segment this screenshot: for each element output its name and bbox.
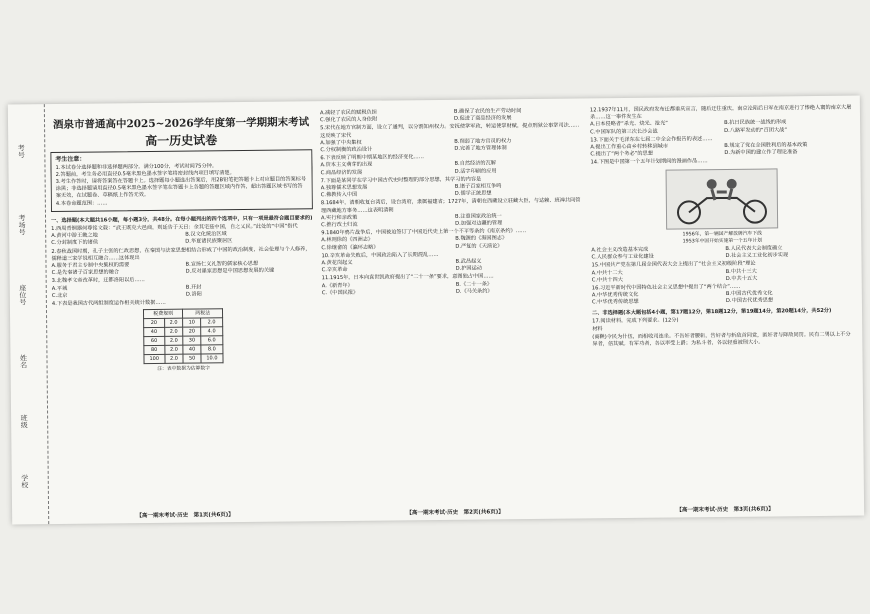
answer-option: A.减轻了农民的赋税负担 [319,109,377,117]
answer-option: D.华夏诸民族聚居区 [185,238,233,246]
option-grid [321,258,583,275]
answer-option: B.诸子百家相互争鸣 [454,183,502,190]
option-grid [591,245,853,262]
table-cell: 2.0 [164,345,183,354]
question [51,223,313,247]
answer-option: D.促进了商品经济的发展 [453,115,512,123]
binding-margin [8,104,49,524]
answer-option: A.《新青年》 [321,282,353,289]
answer-option: C.推行改土归流 [321,221,358,229]
question-stem: 1.西周青铜器何尊铭文载：“武王既克大邑商，则廷告于天曰：余其宅兹中国，自之乂民。”此处的“中国”指代 [51,223,298,233]
answer-option: B.《二十一条》 [455,281,493,288]
table-header: 两税法 [183,309,223,318]
motorcycle-illustration-icon [667,169,778,228]
answer-option: A.中共十二大 [591,269,623,277]
answer-option: A.林则徐的《四洲志》 [321,237,374,244]
answer-option: D.反对墨家思想是中国思想发展的关键 [185,267,275,275]
answer-option: C.徐继畬的《瀛环志略》 [321,244,379,251]
question-stem: 8.1684年，清朝收复台湾后，设台湾府，隶属福建省；1727年，清朝在西藏设立驻藏大臣，与达赖、班禅共同管理西藏地方事务……这表明清朝 [320,197,581,214]
binding-label-kaohao: 考号 [17,144,26,159]
answer-option: C.辛亥革命 [321,267,348,274]
answer-option: D.为新中国的建立作了理论准备 [724,149,798,157]
table-cell: 80 [144,346,165,355]
question [590,105,852,137]
table-cell: 40 [144,328,165,337]
page-1-column [50,109,316,504]
binding-label-name: 姓名 [19,354,28,369]
question [52,276,314,300]
question-stem: 11.1915年，日本向袁世凯政府提出了“二十一条”要求，意图独占中国…… [321,273,494,282]
option-grid [51,231,313,248]
answer-option: B.魏源的《海国图志》 [455,235,508,243]
question-list [590,105,853,167]
answer-option: D.加强对边疆的管理 [455,220,503,227]
answer-option: C.人民群众参与工业化建设 [591,253,654,261]
table-cell: 30 [183,336,200,345]
answer-option: A.加强了中央集权 [320,139,362,147]
answer-option: C.中共十四大 [591,276,623,284]
notice-heading: 考生注意： [55,156,86,164]
answer-option: B.中共十三大 [725,268,757,275]
table-cell: 100 [144,355,165,364]
answer-option: B.规定了党在全国胜利后的基本政策 [724,142,808,149]
material-label: 材料 [592,326,603,333]
table-header: 税费规则 [143,309,183,318]
material-text: (商鞅)令民为什伍，而相收司连坐。不告奸者腰斩，告奸者与斩敌首同赏，匿奸者与降敌同罚。民有二男以上不分异者，倍其赋。有军功者，各以率受上爵；为私斗者，各以轻重被刑大小。 [592,331,851,348]
answer-option: D.中共十五大 [725,275,758,282]
option-grid [590,119,852,136]
question-stem: 7.下面是某同学在学习中国古代史时整理的部分思想，其学习的内容是 [320,176,482,185]
answer-option: D.护国运动 [455,265,483,273]
answer-option: B.确保了农民的生产劳动时间 [453,108,522,115]
option-grid [320,137,582,154]
question-list [320,107,584,297]
question [591,245,853,262]
answer-option: A.中华优秀传统文化 [591,292,639,299]
answer-option: A.提出工作重心由乡村转移到城市 [590,143,669,151]
photo-caption: 1953年中国开始实施第一个五年计划 [682,238,763,245]
binding-label-kaochang: 考场号 [17,214,27,236]
option-grid [592,267,854,284]
question [321,228,583,252]
question [51,246,313,278]
page-footer: 【高一期末考试·历史 第2页(共6页)】 [406,509,504,517]
photo-caption: 1956年，第一辆国产解放牌汽车下线 [682,231,762,238]
question [592,260,854,284]
answer-option: C.中华优秀传统思想 [591,299,639,306]
answer-option: C.《中国民报》 [321,289,359,297]
table-cell: 20 [183,327,200,336]
table-cell: 10.0 [201,354,223,363]
table-cell: 2.0 [200,318,222,327]
answer-option: B.人民代表大会制度确立 [725,245,783,252]
question [320,123,582,155]
answer-option: C.分封制度下的诸侯 [51,239,99,247]
question [321,175,583,199]
data-table [143,308,224,364]
table-note: 注：表中数据为估算数字 [157,366,211,373]
answer-option: D.《马关条约》 [455,288,493,295]
notice-line: 3.考生作答时，请将答案答在答题卡上。选择题每小题选出答案后，用2B铅笔把答题卡上对应题目的答案标号涂黑；非选择题请用直径0.5毫米黑色墨水签字笔在答题卡上各题的答题区域内作答，超出答题区域书写的答案无效，在试题卷、草稿纸上作答无效。 [55,176,307,200]
answer-option: D.完善了地方管理体制 [454,145,507,152]
answer-option: B.汉文化统治区域 [185,231,227,238]
answer-option: A.实行和亲政策 [320,214,358,222]
answer-option: C.中国军队的第三次长沙会战 [590,128,658,135]
table-cell: 60 [144,337,165,346]
exam-paper [8,96,864,525]
question [322,273,584,297]
page-footer: 【高一期末考试·历史 第1页(共6页)】 [136,512,234,520]
table-cell: 10 [183,318,200,327]
page-3-column [590,104,856,499]
option-grid [322,280,584,297]
exam-title: 酒泉市普通高中2025~2026学年度第一学期期末考试 [52,116,310,132]
option-grid [592,290,854,307]
question-stem: 6.下表反映了明朝中期某地区的经济变化…… [320,154,424,162]
answer-option: A.服务于君主专制中央集权的需要 [51,262,130,270]
answer-option: B.开封 [185,284,202,291]
question [321,250,583,274]
answer-option: B.武昌起义 [455,258,482,265]
answer-option: B.中国古代优秀文化 [725,290,773,298]
question-list [51,223,314,308]
question [321,198,583,230]
answer-option: A.平城 [51,285,68,292]
page-footer: 【高一期末考试·历史 第3页(共6页)】 [676,506,774,514]
table-cell: 4.0 [201,327,223,336]
historical-photo [666,168,779,229]
question-list [591,245,854,307]
question-17-stem: 17.阅读材料，完成下列要求。(12分) [592,317,679,325]
answer-option: A.社会主义改造基本完成 [591,246,649,254]
option-grid [52,283,314,300]
table-cell: 2.0 [164,336,183,345]
answer-option: D.八路军发动的“百团大战” [724,126,788,134]
question-stem: 3.北魏孝文帝改革时，迁都洛阳以后…… [51,277,145,285]
question-stem: 9.1840年鸦片战争后，中国被迫签订了中国近代史上第一个不平等条约《南京条约》…… [321,228,527,237]
table-cell: 40 [183,345,200,354]
question [590,134,852,158]
exam-subtitle: 高一历史试卷 [145,133,218,149]
page-2-column [320,106,586,501]
answer-option: A.黄河中游王畿之地 [51,232,98,240]
question-stem: 12.1937年11月，国民政府发布迁都重庆宣言，随后迁往重庆，南京沦陷后日军在南京进行了惨绝人寰的南京大屠杀……这一事件发生在 [589,104,852,121]
notice-line: 4.本卷命题范围：…… [55,200,108,207]
section-1-heading: 一、选择题(本大题共16小题，每小题3分，共48分。在每小题列出的四个选项中，只有一项是最符合题目要求的) [51,215,313,224]
binding-label-school: 学校 [20,474,29,489]
answer-option: D.活字印刷的应用 [454,167,497,175]
table-cell: 20 [144,319,165,328]
answer-option: B.宣扬仁义礼智的儒家核心思想 [185,260,259,268]
answer-option: D.严复的《天演论》 [455,242,503,250]
option-grid [321,235,583,252]
answer-option: C.商品经济的发展 [320,169,363,176]
binding-label-class: 班级 [20,414,29,429]
table-cell: 2.0 [164,354,183,363]
option-grid [51,260,313,277]
binding-label-zuowei: 座位号 [18,284,27,306]
notice-box [50,150,313,212]
answer-option: B.抗日民族统一战线的形成 [724,119,787,127]
section-2-heading: 二、非选择题(本大题包括4小题，第17题12分，第18题12分，第19题14分，第20题14分，共52分) [592,307,832,317]
notice-line: 1.本试卷分选择题和非选择题两部分。满分100分，考试时间75分钟。 [55,162,218,171]
table-cell: 6.0 [201,336,223,345]
answer-option: C.提出了“两个务必”的思想 [590,150,653,158]
question [592,283,854,307]
answer-option: A.独尊儒术思想发展 [320,184,368,192]
table-cell: 2.0 [164,318,183,327]
answer-option: C.佛教传入中国 [320,192,358,199]
table-cell: 2.0 [164,327,183,336]
question-stem: 14.下图是中国第一个五年计划期间的漫画作品…… [590,158,708,166]
notice-line: 2.答题前，考生务必用直径0.5毫米黑色墨水签字笔将密封线内项目填写清楚。 [55,169,235,178]
question [590,157,852,167]
question-stem: 13.下面关于毛泽东在七届二中全会作报告的表述…… [590,135,713,144]
question-stem: 2.春秋战国时期，孔子主张的仁政思想，在秦国与法家思想相结合形成了中国的政治制度，社会伦理与个人修养，儒释道三家学说相互融合……这体现出 [51,245,311,262]
question [52,298,314,308]
answer-option: C.分权制衡的政治设计 [320,146,373,154]
option-grid [321,212,583,229]
question-stem: 4.下表是我国古代两组制度运作相关统计数据…… [51,299,166,308]
answer-option: A.资本主义萌芽的出现 [320,162,373,169]
answer-option: C.北京 [51,292,68,299]
answer-option: D.社会主义工业化初步实现 [725,252,789,260]
answer-option: C.强化了农民的人身依附 [319,116,378,124]
answer-option: D.洛阳 [185,291,202,298]
answer-option: A.黄花岗起义 [321,259,353,267]
question [320,153,582,177]
answer-option: A.日本侵略者“杀光、烧光、抢光” [590,120,669,128]
question-stem: 10.辛亥革命失败后，中国政治陷入了长期混乱…… [321,251,439,260]
option-grid [320,160,582,177]
option-grid [590,142,852,159]
question-stem: 5.宋代在地方官制方面，设立了通判，以分割知州权力。安抚使掌军政，转运使掌财赋，提点刑狱公事掌司法……这反映了宋代 [320,122,580,139]
table-row [144,354,223,364]
answer-option: D.中国古代优秀思想 [725,297,774,305]
answer-option: B.注重国家政治统一 [454,213,502,220]
answer-option: C.是先秦诸子百家思想的融合 [51,269,120,277]
answer-option: D.儒学正统思想 [454,190,492,198]
question-stem: 15.中国共产党在第几届全国代表大会上提出了“社会主义初级阶段”理论 [591,261,756,269]
answer-option: B.自然经济的瓦解 [454,160,497,168]
table-cell: 8.0 [201,345,223,354]
question-stem: 16.习近平新时代中国特色社会主义思想中提出了“两个结合”…… [591,283,741,292]
table-cell: 50 [183,354,200,363]
answer-option: B.削弱了地方官员的权力 [454,138,512,145]
